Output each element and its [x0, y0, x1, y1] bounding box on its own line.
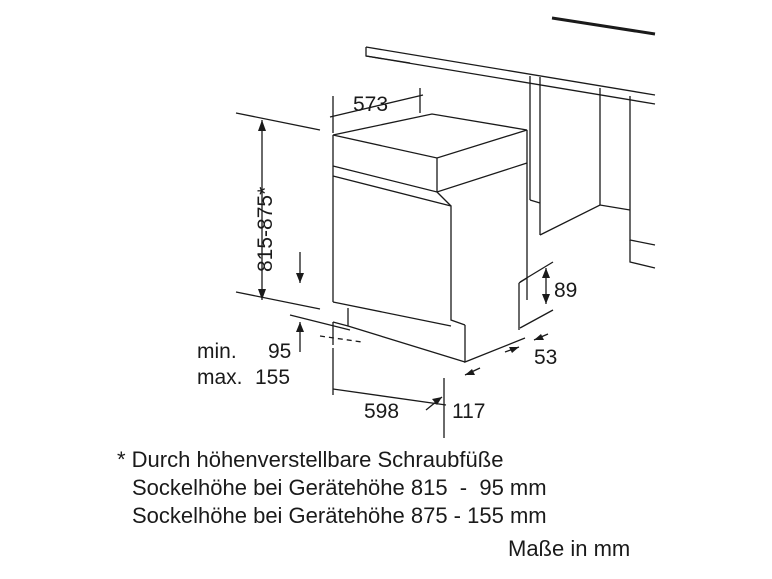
- height-range-label: 815-875*: [254, 186, 277, 272]
- plinth-max-value: 155: [255, 366, 291, 389]
- plinth-min-label: min.: [197, 340, 237, 363]
- plinth-cutout-label: 89: [554, 279, 578, 302]
- width-label: 598: [364, 400, 400, 423]
- plinth-max-label: max.: [197, 366, 243, 389]
- door-offset-label: 117: [452, 400, 486, 423]
- plinth-min-value: 95: [268, 340, 292, 363]
- footnote-line-1: * Durch höhenverstellbare Schraubfüße: [117, 447, 504, 472]
- units-note: Maße in mm: [508, 536, 631, 561]
- depth-top-label: 573: [353, 93, 389, 116]
- footnote-line-3: Sockelhöhe bei Gerätehöhe 875 - 155 mm: [132, 503, 547, 528]
- footnote-line-2: Sockelhöhe bei Gerätehöhe 815 - 95 mm: [132, 475, 547, 500]
- countertop-cabinet: [366, 18, 655, 268]
- dishwasher-body: [333, 114, 527, 362]
- plinth-depth-label: 53: [534, 346, 558, 369]
